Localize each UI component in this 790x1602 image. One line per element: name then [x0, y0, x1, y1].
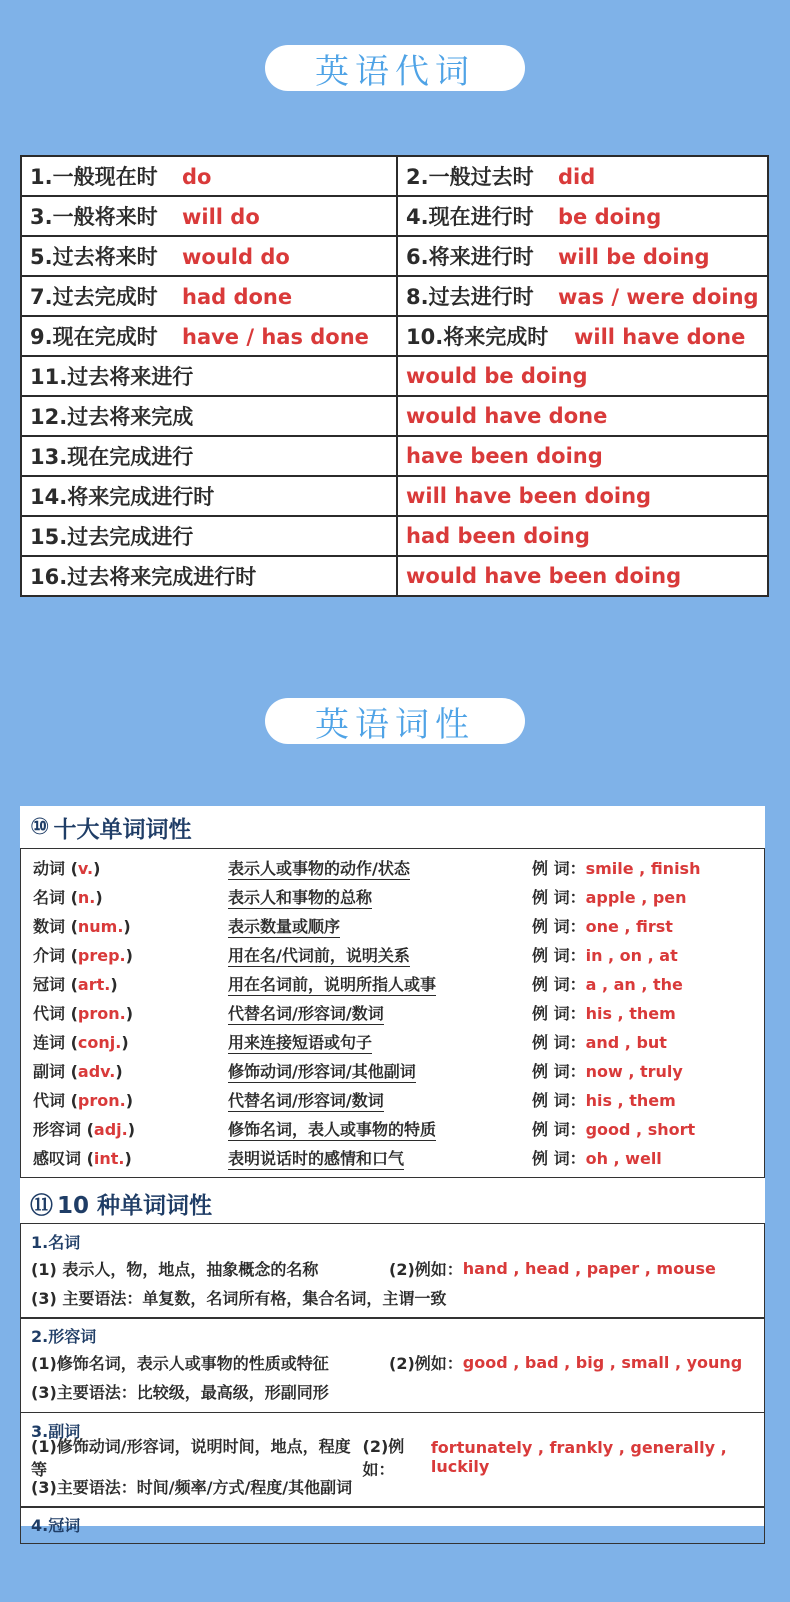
pronoun-title: 英语代词	[265, 45, 525, 91]
tense-row	[21, 396, 768, 436]
card-grammar: (3)主要语法：比较级，最高级，形副同形	[31, 1383, 329, 1402]
circled-eleven-icon: ⑪	[30, 1192, 53, 1219]
pos-desc-text: 代替名词/形容词/数词	[228, 1004, 384, 1023]
pos-example	[532, 943, 678, 966]
pos-example	[532, 885, 687, 908]
tense-form: did	[558, 165, 596, 189]
card-example-label: (2)例如：	[389, 1259, 463, 1279]
pos-name	[33, 885, 228, 908]
tense-label: 10.将来完成时	[406, 325, 549, 349]
pos-row	[33, 1085, 764, 1114]
tense-cell	[21, 236, 397, 276]
pos-example-words: one , first	[585, 917, 673, 936]
pos-abbr: n.	[77, 888, 96, 907]
pos-example-label: 例 词：	[532, 946, 586, 965]
tense-label: 6.将来进行时	[406, 245, 534, 269]
tense-form: would be doing	[397, 356, 768, 396]
tense-label: 14.将来完成进行时	[21, 476, 397, 516]
pos-desc	[228, 885, 532, 908]
pos-row	[33, 940, 764, 969]
pos-abbr: pron.	[77, 1091, 126, 1110]
pos-row	[33, 1143, 764, 1172]
card-grammar: (3) 主要语法：单复数，名词所有格，集合名词，主谓一致	[31, 1288, 447, 1308]
pos-desc	[228, 1117, 532, 1140]
pos-example-words: apple , pen	[585, 888, 687, 907]
tense-form: had done	[182, 285, 293, 309]
pos-abbr: v.	[77, 859, 94, 878]
pos-example-label: 例 词：	[532, 975, 586, 994]
pos-name	[33, 1146, 228, 1169]
tense-table	[20, 155, 769, 597]
tense-row	[21, 356, 768, 396]
pos-desc-text: 用在名词前，说明所指人或事	[228, 975, 437, 994]
pos-paren: )	[110, 975, 118, 994]
card-noun	[20, 1223, 765, 1319]
pos-name-text: 代词 (	[33, 1091, 78, 1110]
pos-row	[33, 1056, 764, 1085]
tense-form: will do	[182, 205, 260, 229]
pos-name-text: 形容词 (	[33, 1120, 94, 1139]
tense-label: 9.现在完成时	[30, 325, 158, 349]
tense-row	[21, 556, 768, 596]
pos-example	[532, 972, 683, 995]
pos-paren: )	[93, 859, 101, 878]
pos-name	[33, 943, 228, 966]
pos-desc	[228, 1088, 532, 1111]
pos-example	[532, 1146, 662, 1169]
circled-ten-icon: ⑩	[30, 814, 50, 840]
card-grammar: (3)主要语法：时间/频率/方式/程度/其他副词	[31, 1477, 353, 1497]
pos-desc	[228, 1030, 532, 1053]
pos-desc-text: 表示人和事物的总称	[228, 888, 373, 907]
tense-cell	[21, 316, 397, 356]
pos-example-label: 例 词：	[532, 1120, 586, 1139]
pos-row	[33, 969, 764, 998]
card-heading: 2.形容词	[31, 1327, 97, 1346]
pos-example-words: his , them	[585, 1004, 676, 1023]
tense-cell	[397, 316, 768, 356]
tense-label: 11.过去将来进行	[21, 356, 397, 396]
pos-example-label: 例 词：	[532, 1004, 586, 1023]
tense-cell	[21, 156, 397, 196]
pos-name	[33, 972, 228, 995]
pos-desc-text: 表示人或事物的动作/状态	[228, 859, 410, 878]
pos-example	[532, 1030, 667, 1053]
card-example: good , bad , big , small , young	[462, 1353, 743, 1372]
tense-form: will have been doing	[397, 476, 768, 516]
pos-name-text: 连词 (	[33, 1033, 78, 1052]
card-example: hand , head , paper , mouse	[462, 1258, 716, 1278]
pos-name-text: 数词 (	[33, 917, 78, 936]
pos-list	[20, 848, 765, 1178]
pos-example	[532, 1117, 695, 1140]
pos-example-words: now , truly	[585, 1062, 683, 1081]
pos-example	[532, 1088, 676, 1111]
pos-paren: )	[125, 946, 133, 965]
pos-example	[532, 1059, 683, 1082]
pos-paren: )	[95, 888, 103, 907]
tense-form: have been doing	[397, 436, 768, 476]
card-heading: 1.名词	[31, 1232, 81, 1252]
pos-paren: )	[121, 1033, 129, 1052]
pos-name	[33, 1117, 228, 1140]
pos-example-words: a , an , the	[585, 975, 683, 994]
tense-label: 1.一般现在时	[30, 165, 158, 189]
pos-name	[33, 1001, 228, 1024]
pos-desc-text: 用在名/代词前，说明关系	[228, 946, 410, 965]
tense-cell	[21, 276, 397, 316]
section-eleven-title	[20, 1182, 765, 1224]
card-adverb	[20, 1412, 765, 1508]
pos-name-text: 代词 (	[33, 1004, 78, 1023]
pos-example-words: and , but	[585, 1033, 667, 1052]
pos-example-words: smile , finish	[585, 859, 701, 878]
tense-form: have / has done	[182, 325, 369, 349]
pos-abbr: int.	[93, 1149, 125, 1168]
pos-example-words: in , on , at	[585, 946, 678, 965]
card-example: fortunately , frankly , generally , luckily	[430, 1438, 727, 1476]
tense-form: was / were doing	[558, 285, 759, 309]
pos-abbr: pron.	[77, 1004, 126, 1023]
tense-label: 8.过去进行时	[406, 285, 534, 309]
section-ten-label: 十大单词词性	[53, 816, 192, 843]
pos-row	[33, 998, 764, 1027]
pos-paren: )	[125, 1004, 134, 1023]
section-ten-title	[20, 806, 765, 848]
pos-example	[532, 914, 673, 937]
pos-abbr: num.	[77, 917, 124, 936]
pos-paren: )	[123, 917, 131, 936]
tense-label: 7.过去完成时	[30, 285, 158, 309]
pos-abbr: art.	[77, 975, 111, 994]
pos-desc	[228, 914, 532, 937]
pos-example-label: 例 词：	[532, 859, 586, 878]
pos-name	[33, 1030, 228, 1053]
pos-paren: )	[124, 1149, 132, 1168]
word-class-panel	[20, 806, 765, 1535]
pos-example-words: oh , well	[585, 1149, 662, 1168]
tense-row	[21, 516, 768, 556]
tense-cell	[397, 236, 768, 276]
pos-paren: )	[127, 1120, 136, 1139]
pos-name	[33, 1088, 228, 1111]
card-desc: (1)修饰名词，表示人或事物的性质或特征	[31, 1354, 329, 1373]
pos-row	[33, 853, 764, 882]
card-example-label: (2)例如：	[389, 1354, 463, 1373]
pos-desc-text: 用来连接短语或句子	[228, 1033, 373, 1052]
pos-row	[33, 911, 764, 940]
pos-name-text: 感叹词 (	[33, 1149, 94, 1168]
card-article	[20, 1506, 765, 1544]
pos-name-text: 动词 (	[33, 859, 78, 878]
pos-example-label: 例 词：	[532, 917, 586, 936]
pos-name-text: 介词 (	[33, 946, 78, 965]
card-example-label: (2)例如：	[362, 1437, 405, 1479]
pos-desc	[228, 856, 532, 879]
tense-form: do	[182, 165, 212, 189]
pos-row	[33, 882, 764, 911]
pos-name-text: 名词 (	[33, 888, 78, 907]
tense-cell	[397, 156, 768, 196]
pos-example-label: 例 词：	[532, 1033, 586, 1052]
section-eleven-label: 10 种单词词性	[57, 1192, 213, 1219]
pos-desc	[228, 1146, 532, 1169]
tense-label: 13.现在完成进行	[21, 436, 397, 476]
tense-label: 5.过去将来时	[30, 245, 158, 269]
tense-row	[21, 476, 768, 516]
tense-cell	[21, 196, 397, 236]
pos-row	[33, 1114, 764, 1143]
pos-example-label: 例 词：	[532, 1149, 586, 1168]
pos-name-text: 副词 (	[33, 1062, 78, 1081]
tense-form: had been doing	[397, 516, 768, 556]
pos-desc	[228, 943, 532, 966]
tense-row	[21, 236, 768, 276]
tense-form: will be doing	[558, 245, 710, 269]
tense-cell	[397, 196, 768, 236]
tense-form: would have been doing	[397, 556, 768, 596]
pos-name	[33, 856, 228, 879]
tense-row	[21, 316, 768, 356]
pos-desc-text: 修饰动词/形容词/其他副词	[228, 1062, 416, 1081]
tense-form: will have done	[574, 325, 746, 349]
card-desc: (1) 表示人，物，地点，抽象概念的名称	[31, 1259, 319, 1279]
tense-row	[21, 436, 768, 476]
tense-label: 4.现在进行时	[406, 205, 534, 229]
card-heading: 4.冠词	[31, 1516, 81, 1535]
pos-title: 英语词性	[265, 698, 525, 744]
pos-desc	[228, 1059, 532, 1082]
tense-row	[21, 196, 768, 236]
tense-row	[21, 156, 768, 196]
tense-cell	[397, 276, 768, 316]
pos-example	[532, 1001, 676, 1024]
pos-row	[33, 1027, 764, 1056]
tense-form: would have done	[397, 396, 768, 436]
pos-desc-text: 表明说话时的感情和口气	[228, 1149, 405, 1168]
pos-abbr: prep.	[77, 946, 126, 965]
tense-row	[21, 276, 768, 316]
pos-example-label: 例 词：	[532, 888, 586, 907]
card-adjective	[20, 1317, 765, 1413]
tense-label: 16.过去将来完成进行时	[21, 556, 397, 596]
pos-name-text: 冠词 (	[33, 975, 78, 994]
tense-label: 2.一般过去时	[406, 165, 534, 189]
pos-desc-text: 代替名词/形容词/数词	[228, 1091, 384, 1110]
tense-form: be doing	[558, 205, 662, 229]
pos-example-words: good , short	[585, 1120, 696, 1139]
pos-desc-text: 修饰名词，表人或事物的特质	[228, 1120, 437, 1139]
pos-abbr: adv.	[77, 1062, 116, 1081]
tense-form: would do	[182, 245, 290, 269]
pos-paren: )	[115, 1062, 123, 1081]
pos-example-label: 例 词：	[532, 1091, 586, 1110]
pos-example-words: his , them	[585, 1091, 676, 1110]
pos-example	[532, 856, 700, 879]
card-heading: 3.副词	[31, 1421, 81, 1441]
tense-label: 15.过去完成进行	[21, 516, 397, 556]
tense-label: 12.过去将来完成	[21, 396, 397, 436]
card-desc: (1)修饰动词/形容词，说明时间，地点，程度等	[31, 1437, 351, 1479]
pos-abbr: conj.	[77, 1033, 122, 1052]
pos-desc-text: 表示数量或顺序	[228, 917, 341, 936]
pos-name	[33, 1059, 228, 1082]
tense-label: 3.一般将来时	[30, 205, 158, 229]
pos-paren: )	[125, 1091, 134, 1110]
pos-name	[33, 914, 228, 937]
pos-desc	[228, 1001, 532, 1024]
pos-desc	[228, 972, 532, 995]
pos-example-label: 例 词：	[532, 1062, 586, 1081]
pos-abbr: adj.	[93, 1120, 128, 1139]
